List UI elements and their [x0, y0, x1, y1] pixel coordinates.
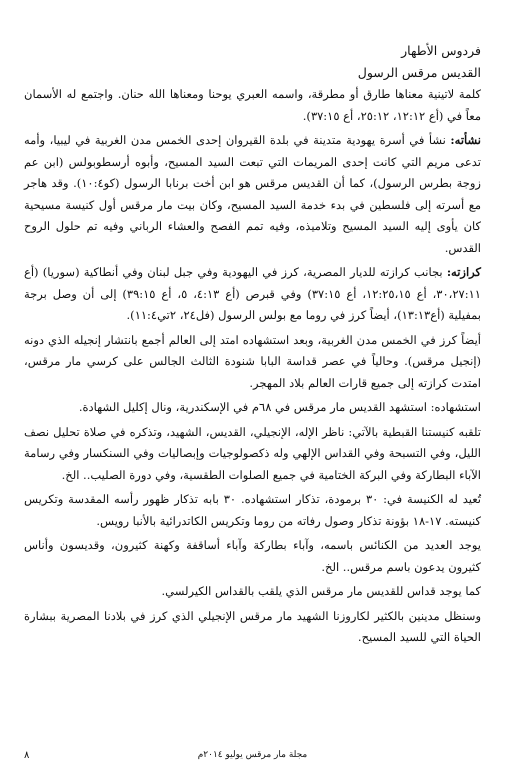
paragraph-text: كلمة لاتينية معناها طارق أو مطرقة، واسمه العبري يوحنا ومعناها الله حنان. واجتمع له الأسمان معاً في (أع ١٢:١٢، ٢٥:١٢، أع ٣٧:١٥).: [24, 87, 481, 123]
paragraph: [24, 130, 481, 259]
paragraph-text: أيضاً كرز في الخمس مدن الغربية، وبعد استشهاده امتد إلى العالم أجمع بانتشار إنجيله الذي دونه (إنجيل مرقس). وحالياً في عصر قداسة البابا شنودة الثالث الجالس على كرسي مار مرقس، امتدت كرازته إلى جميع قارات العالم بلاد المهجر.: [24, 332, 481, 390]
article-body: [24, 84, 481, 649]
paragraph: [24, 535, 481, 578]
paragraph-text: كما يوجد قداس للقديس مار مرقس الذي يلقب بالقداس الكيرلسي.: [161, 584, 481, 598]
section-title: فردوس الأطهار: [401, 43, 481, 58]
article-title: القديس مرقس الرسول: [357, 65, 481, 80]
footer-title: مجلة مار مرقس يوليو ٢٠١٤م: [197, 750, 308, 760]
paragraph-heading: نشأته:: [450, 133, 481, 147]
paragraph: [24, 262, 481, 327]
paragraph: [24, 422, 481, 487]
page-number: ٨: [24, 750, 30, 761]
paragraph-heading: كرازته:: [446, 265, 481, 279]
paragraph: [24, 84, 481, 127]
paragraph: [24, 606, 481, 649]
paragraph-text: تُعيد له الكنيسة في: ٣٠ برمودة، تذكار استشهاده. ٣٠ بابه تذكار ظهور رأسه المقدسة وتكريس كنيسته. ١٧-١٨ بؤونة تذكار وصول رفاته من روما وتكريس الكاتدرائية بالأنبا رويس.: [24, 492, 482, 528]
paragraph-text: يوجد العديد من الكنائس باسمه، وآباء بطاركة وآباء أساقفة وكهنة كثيرون، وقديسون وأناس كثيرون يدعون باسم مرقس.. الخ.: [24, 538, 481, 574]
page-footer: [24, 750, 481, 760]
paragraph-text: تلقبه كنيستنا القبطية بالآتي: ناظر الإله، الإنجيلي، القديس، الشهيد، وتذكره في صلاة تحليل نصف الليل، وفي التسبحة وفي القداس الإلهي وله ذكصولوجيات وإبصاليات وفي السنكسار وفي رسامة الآباء البطاركة وفي البركة الختامية في جميع الصلوات الطقسية، وفي دورة الصليب.. الخ.: [24, 424, 481, 482]
paragraph: [24, 489, 481, 532]
paragraph: [24, 397, 481, 419]
paragraph: [24, 581, 481, 603]
paragraph-text: نشأ في أسرة يهودية متدينة في بلدة القيروان إحدى الخمس مدن الغربية في ليبيا، وأمه تدعى مريم التي كانت إحدى المريمات التي تبعت السيد المسيح، وأبوه أرسطوبولس (ابن عم زوجة بطرس الرسول)، كما أن القديس مرقس هو ابن أخت برنابا الرسول (كو١٠:٤). وقد هاجر مع أسرته إلى فلسطين في بدء خدمة السيد المسيح، وكان بيت مار مرقس أول كنيسة مسيحية كان يأوى إليه السيد المسيح وتلاميذه، وفيه تمم الفصح والعشاء الرباني وفيه تم حلول الروح القدس.: [24, 133, 481, 255]
paragraph-text: وسنظل مدينين بالكثير لكاروزنا الشهيد مار مرقس الإنجيلي الذي كرز في بلادنا المصرية ببشارة الحياة التي للسيد المسيح.: [24, 608, 481, 644]
paragraph-text: بجانب كرازته للديار المصرية، كرز في اليهودية وفي جبل لبنان وفي أنطاكية (سوريا) (أع ٣٠،٢٧:١١، أع ١٢:٢٥،١٥، أع ٣٧:١٥) وفي قبرص (أع ٤:١٣، ٥، أع ٣٩:١٥) إلى أن وصل برجة بمفيلية (أع١٣:١٣)، أيضاً كرز في روما مع بولس الرسول (فل٢٤، ٢تي١١:٤).: [24, 265, 481, 322]
paragraph-text: استشهاده: استشهد القديس مار مرقس في ٦٨م في الإسكندرية، ونال إكليل الشهادة.: [78, 400, 481, 414]
paragraph: [24, 330, 481, 395]
